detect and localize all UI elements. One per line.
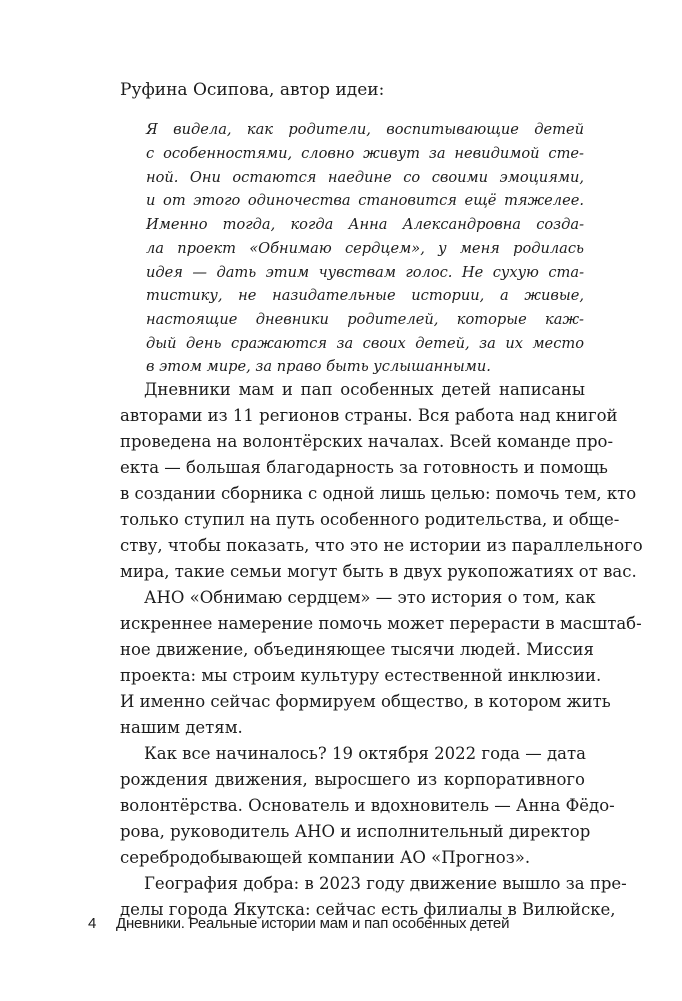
body-line: проекта: мы строим культуру естественной инклюзии.: [120, 666, 602, 685]
body-line: География добра: в 2023 году движение вышло за пре-: [144, 874, 627, 893]
body-line: волонтёрства. Основатель и вдохновитель — Анна Фёдо-: [120, 796, 615, 815]
page-number: 4: [88, 915, 97, 932]
body-line: Как все начиналось? 19 октября 2022 года — дата: [144, 744, 586, 763]
body-line: только ступил на путь особенного родительства, и обще-: [120, 510, 620, 529]
body-line: в создании сборника с одной лишь целью: помочь тем, кто: [120, 484, 637, 503]
quote-line: ла проект «Обнимаю сердцем», у меня родилась: [146, 240, 584, 257]
body-line: И именно сейчас формируем общество, в котором жить: [120, 692, 611, 711]
body-line: екта — большая благодарность за готовность и помощь: [120, 458, 608, 477]
body-line: рова, руководитель АНО и исполнительный директор: [120, 822, 591, 841]
body-line: делы города Якутска: сейчас есть филиалы в Вилюйске,: [120, 900, 616, 919]
body-line: нашим детям.: [120, 718, 243, 737]
body-line: мира, такие семьи могут быть в двух рукопожатиях от вас.: [120, 562, 637, 581]
page-footer: [88, 914, 509, 934]
body-line: ное движение, объединяющее тысячи людей. Миссия: [120, 640, 594, 659]
body-line: АНО «Обнимаю сердцем» — это история о том, как: [144, 588, 596, 607]
quote-author: Руфина Осипова, автор идеи:: [120, 80, 385, 100]
quote-line: с особенностями, словно живут за невидимой сте-: [146, 145, 584, 162]
body-line: авторами из 11 регионов страны. Вся работа над книгой: [120, 406, 618, 425]
body-line: рождения движения, выросшего из корпоративного: [120, 770, 585, 789]
quote-line: Я видела, как родители, воспитывающие детей: [146, 121, 584, 138]
quote-line: идея — дать этим чувствам голос. Не сухую ста-: [146, 264, 584, 281]
quote-line: дый день сражаются за своих детей, за их место: [146, 335, 584, 352]
quote-line: ной. Они остаются наедине со своими эмоциями,: [146, 169, 584, 186]
quote-line: настоящие дневники родителей, которые каж-: [146, 311, 584, 328]
running-title: Дневники. Реальные истории мам и пап особенных детей: [116, 915, 510, 932]
quote-line: в этом мире, за право быть услышанными.: [146, 358, 491, 375]
body-line: серебродобывающей компании АО «Прогноз».: [120, 848, 531, 867]
quote-line: и от этого одиночества становится ещё тяжелее.: [146, 192, 584, 209]
quote-line: Именно тогда, когда Анна Александровна созда-: [146, 216, 584, 233]
body-line: проведена на волонтёрских началах. Всей команде про-: [120, 432, 614, 451]
quote-line: тистику, не назидательные истории, а живые,: [146, 287, 584, 304]
body-line: ству, чтобы показать, что это не истории из параллельного: [120, 536, 643, 555]
body-line: искреннее намерение помочь может перерасти в масштаб-: [120, 614, 642, 633]
body-line: Дневники мам и пап особенных детей написаны: [144, 380, 585, 399]
